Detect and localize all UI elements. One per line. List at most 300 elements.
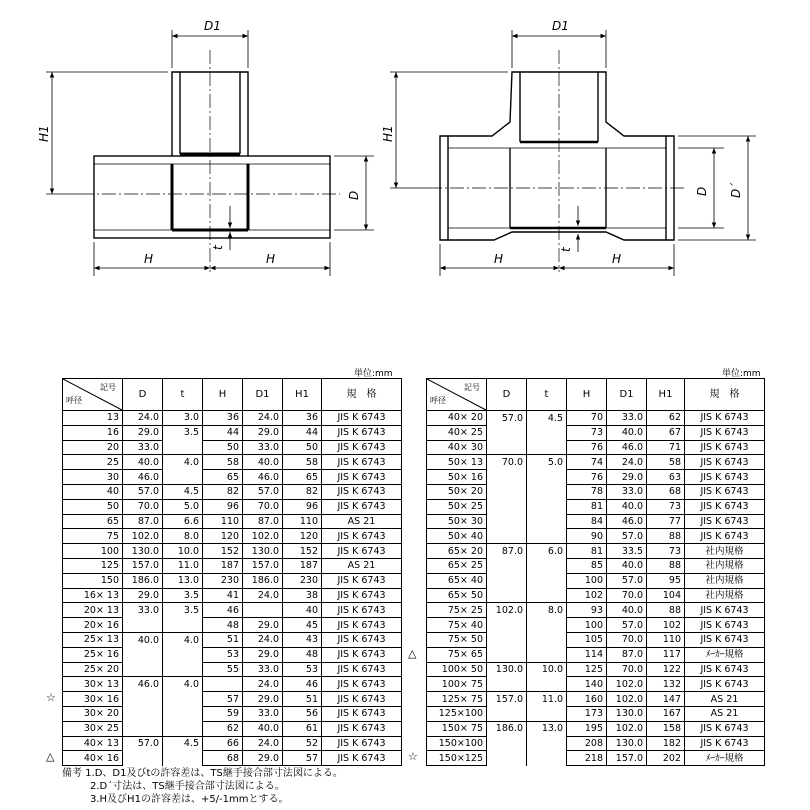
cell-h1: 88	[647, 603, 685, 618]
cell-h: 90	[567, 529, 607, 544]
cell-h: 100	[567, 618, 607, 633]
cell-d1: 102.0	[243, 529, 283, 544]
cell-h: 44	[203, 425, 243, 440]
cell-d: 24.0	[123, 411, 163, 426]
header-yobikei: 呼径	[430, 396, 446, 405]
cell-h1: 45	[283, 618, 322, 633]
cell-d1: 102.0	[607, 692, 647, 707]
table-row	[63, 470, 402, 485]
cell-d1: 46.0	[607, 440, 647, 455]
cell-d1: 33.0	[243, 440, 283, 455]
cell-size: 125×100	[427, 706, 487, 721]
cell-h: 173	[567, 706, 607, 721]
header-col-h1: H1	[647, 379, 685, 411]
header-col-t: t	[527, 379, 567, 411]
cell-d: 157.0	[487, 692, 527, 707]
cell-h1: 82	[283, 484, 322, 499]
cell-h: 110	[203, 514, 243, 529]
cell-h	[203, 677, 243, 692]
cell-t	[163, 470, 203, 485]
cell-std: JIS K 6743	[322, 721, 402, 736]
table-row	[63, 692, 402, 707]
cell-d	[487, 484, 527, 499]
dim-d1-label: D1	[204, 19, 221, 33]
cell-d	[487, 751, 527, 766]
cell-std: JIS K 6743	[685, 440, 765, 455]
cell-d1: 70.0	[243, 499, 283, 514]
cell-h: 68	[203, 751, 243, 766]
cell-d1: 33.0	[243, 706, 283, 721]
table-row	[427, 662, 765, 677]
cell-size: 65× 40	[427, 573, 487, 588]
cell-t	[163, 440, 203, 455]
cell-t	[527, 529, 567, 544]
cell-h: 81	[567, 544, 607, 559]
table-row	[63, 484, 402, 499]
cell-d1: 87.0	[607, 647, 647, 662]
cell-size: 20	[63, 440, 123, 455]
cell-d: 46.0	[123, 677, 163, 692]
cell-t	[527, 632, 567, 647]
cell-t: 3.5	[163, 603, 203, 618]
cell-h1: 88	[647, 558, 685, 573]
cell-d	[487, 588, 527, 603]
table-row	[427, 499, 765, 514]
cell-h: 114	[567, 647, 607, 662]
cell-t: 10.0	[163, 544, 203, 559]
cell-t	[163, 706, 203, 721]
cell-std: JIS K 6743	[685, 721, 765, 736]
table-row	[427, 411, 765, 426]
cell-d: 186.0	[487, 721, 527, 736]
cell-h: 82	[203, 484, 243, 499]
cell-d: 102.0	[487, 603, 527, 618]
cell-size: 25× 13	[63, 632, 123, 647]
cell-h: 93	[567, 603, 607, 618]
cell-d: 40.0	[123, 632, 163, 647]
cell-h: 53	[203, 647, 243, 662]
table-row	[427, 573, 765, 588]
cell-t: 4.0	[163, 677, 203, 692]
cell-d1: 57.0	[243, 484, 283, 499]
cell-d: 70.0	[487, 455, 527, 470]
header-col-h: H	[203, 379, 243, 411]
cell-d1: 24.0	[607, 455, 647, 470]
cell-h: 73	[567, 425, 607, 440]
cell-d1: 46.0	[243, 470, 283, 485]
table-row	[63, 736, 402, 751]
table-row	[63, 721, 402, 736]
cell-h1: 61	[283, 721, 322, 736]
cell-h1: 102	[647, 618, 685, 633]
cell-std: JIS K 6743	[322, 706, 402, 721]
cell-std: AS 21	[685, 706, 765, 721]
table-row	[63, 411, 402, 426]
cell-h1: 67	[647, 425, 685, 440]
cell-h: 62	[203, 721, 243, 736]
cell-size: 65× 25	[427, 558, 487, 573]
table-row	[63, 440, 402, 455]
table-row	[427, 736, 765, 751]
cell-d	[487, 425, 527, 440]
cell-std: JIS K 6743	[322, 692, 402, 707]
cell-h: 100	[567, 573, 607, 588]
cell-size: 75× 50	[427, 632, 487, 647]
cell-size: 40× 25	[427, 425, 487, 440]
table-row	[63, 558, 402, 573]
cell-size: 50× 13	[427, 455, 487, 470]
cell-h: 187	[203, 558, 243, 573]
table-row	[427, 529, 765, 544]
cell-size: 40× 20	[427, 411, 487, 426]
cell-d: 33.0	[123, 603, 163, 618]
cell-h: 76	[567, 470, 607, 485]
cell-size: 100× 50	[427, 662, 487, 677]
cell-size: 75× 65	[427, 647, 487, 662]
table-row	[427, 558, 765, 573]
cell-d	[487, 558, 527, 573]
note-2: 2.D´寸法は、TS継手接合部寸法図による。	[90, 781, 285, 792]
cell-h: 85	[567, 558, 607, 573]
dim-d-label: D	[695, 186, 709, 196]
cell-d1: 40.0	[607, 499, 647, 514]
cell-t	[527, 514, 567, 529]
cell-h: 57	[203, 692, 243, 707]
cell-d	[487, 632, 527, 647]
table-row	[63, 662, 402, 677]
cell-std: JIS K 6743	[322, 425, 402, 440]
cell-h: 58	[203, 455, 243, 470]
cell-size: 150×100	[427, 736, 487, 751]
cell-std: JIS K 6743	[685, 603, 765, 618]
cell-h: 46	[203, 603, 243, 618]
cell-d1: 186.0	[243, 573, 283, 588]
cell-d1: 33.5	[607, 544, 647, 559]
cell-d1: 40.0	[243, 455, 283, 470]
cell-d1: 33.0	[607, 484, 647, 499]
cell-h1: 230	[283, 573, 322, 588]
cell-t: 3.5	[163, 425, 203, 440]
cell-std: JIS K 6743	[685, 470, 765, 485]
cell-h1: 117	[647, 647, 685, 662]
cell-size: 20× 13	[63, 603, 123, 618]
cell-h1: 187	[283, 558, 322, 573]
table-row	[63, 573, 402, 588]
cell-h: 36	[203, 411, 243, 426]
cell-std: JIS K 6743	[322, 440, 402, 455]
header-col-h1: H1	[283, 379, 322, 411]
unit-label-right: 単位:mm	[722, 369, 761, 379]
cell-d	[487, 514, 527, 529]
header-col-d: D	[487, 379, 527, 411]
cell-h1: 51	[283, 692, 322, 707]
cell-size: 40× 13	[63, 736, 123, 751]
cell-t	[527, 440, 567, 455]
cell-t	[163, 647, 203, 662]
cell-d1	[243, 603, 283, 618]
cell-std: JIS K 6743	[322, 499, 402, 514]
cell-t: 4.5	[163, 484, 203, 499]
cell-std: JIS K 6743	[685, 677, 765, 692]
cell-t: 13.0	[163, 573, 203, 588]
cell-h1: 88	[647, 529, 685, 544]
cell-h1: 132	[647, 677, 685, 692]
cell-std: JIS K 6743	[322, 603, 402, 618]
table-row	[63, 706, 402, 721]
cell-h: 230	[203, 573, 243, 588]
cell-std: ﾒｰｶｰ規格	[685, 647, 765, 662]
cell-t	[163, 751, 203, 766]
cell-d: 57.0	[123, 736, 163, 751]
table-row	[427, 618, 765, 633]
cell-d1: 24.0	[243, 588, 283, 603]
triangle-mark-icon: △	[46, 750, 55, 763]
cell-size: 25× 16	[63, 647, 123, 662]
cell-t	[527, 470, 567, 485]
cell-d	[487, 440, 527, 455]
cell-t: 6.6	[163, 514, 203, 529]
cell-d1: 57.0	[607, 573, 647, 588]
cell-std: JIS K 6743	[322, 470, 402, 485]
table-row	[427, 632, 765, 647]
cell-d1: 70.0	[607, 588, 647, 603]
cell-d1: 24.0	[243, 736, 283, 751]
cell-d1: 33.0	[243, 662, 283, 677]
cell-size: 125× 75	[427, 692, 487, 707]
cell-d1: 87.0	[243, 514, 283, 529]
cell-std: JIS K 6743	[322, 618, 402, 633]
cell-h1: 71	[647, 440, 685, 455]
cell-std: 社内規格	[685, 573, 765, 588]
cell-d: 157.0	[123, 558, 163, 573]
cell-t: 4.5	[163, 736, 203, 751]
table-row	[427, 692, 765, 707]
table-row	[63, 425, 402, 440]
cell-h1: 50	[283, 440, 322, 455]
cell-std: 社内規格	[685, 558, 765, 573]
cell-h: 81	[567, 499, 607, 514]
cell-std: JIS K 6743	[322, 736, 402, 751]
table-row	[427, 484, 765, 499]
cell-h: 48	[203, 618, 243, 633]
cell-d	[487, 736, 527, 751]
cell-d: 46.0	[123, 470, 163, 485]
cell-d1: 29.0	[607, 470, 647, 485]
cell-h1: 110	[283, 514, 322, 529]
cell-std: JIS K 6743	[685, 514, 765, 529]
cell-h1: 68	[647, 484, 685, 499]
cell-size: 75× 40	[427, 618, 487, 633]
cell-h: 105	[567, 632, 607, 647]
cell-d1: 40.0	[607, 603, 647, 618]
table-row	[427, 544, 765, 559]
cell-d1: 29.0	[243, 751, 283, 766]
dim-h-right-label: H	[612, 252, 622, 266]
cell-d	[487, 647, 527, 662]
cell-t: 3.0	[163, 411, 203, 426]
header-col-t: t	[163, 379, 203, 411]
cell-size: 30× 25	[63, 721, 123, 736]
triangle-mark-icon: △	[408, 647, 417, 660]
cell-h: 120	[203, 529, 243, 544]
cell-size: 30× 16	[63, 692, 123, 707]
cell-d1: 130.0	[607, 706, 647, 721]
cell-d1: 40.0	[607, 558, 647, 573]
cell-d1: 130.0	[243, 544, 283, 559]
cell-h1: 52	[283, 736, 322, 751]
cell-size: 25× 20	[63, 662, 123, 677]
cell-h: 208	[567, 736, 607, 751]
cell-h: 70	[567, 411, 607, 426]
cell-h1: 48	[283, 647, 322, 662]
table-row	[427, 588, 765, 603]
table-row	[427, 677, 765, 692]
cell-d1: 40.0	[607, 425, 647, 440]
table-header-row	[63, 379, 402, 411]
header-col-standard: 規 格	[685, 379, 765, 411]
cell-d1: 102.0	[607, 677, 647, 692]
table-row	[63, 603, 402, 618]
table-row	[63, 544, 402, 559]
cell-d	[123, 706, 163, 721]
cell-h1: 44	[283, 425, 322, 440]
cell-h1: 57	[283, 751, 322, 766]
spec-table-left	[62, 378, 402, 766]
cell-size: 100× 75	[427, 677, 487, 692]
cell-h1: 40	[283, 603, 322, 618]
cell-size: 50× 30	[427, 514, 487, 529]
cell-std: JIS K 6743	[685, 529, 765, 544]
cell-h1: 65	[283, 470, 322, 485]
cell-size: 30	[63, 470, 123, 485]
cell-size: 65× 50	[427, 588, 487, 603]
table-row	[427, 706, 765, 721]
cell-size: 65	[63, 514, 123, 529]
header-col-d: D	[123, 379, 163, 411]
cell-d1: 102.0	[607, 721, 647, 736]
cell-size: 50× 16	[427, 470, 487, 485]
cell-std: AS 21	[685, 692, 765, 707]
header-diagonal-cell	[427, 379, 487, 411]
table-row	[63, 618, 402, 633]
cell-size: 75× 25	[427, 603, 487, 618]
cell-h: 50	[203, 440, 243, 455]
cell-d	[487, 706, 527, 721]
dim-h-left-label: H	[494, 252, 504, 266]
dim-h-right-label: H	[266, 252, 276, 266]
cell-t: 6.0	[527, 544, 567, 559]
table-row	[63, 514, 402, 529]
cell-d1: 24.0	[243, 677, 283, 692]
cell-d: 87.0	[487, 544, 527, 559]
cell-std: AS 21	[322, 514, 402, 529]
cell-h1: 46	[283, 677, 322, 692]
cell-std: ﾒｰｶｰ規格	[685, 751, 765, 766]
cell-size: 20× 16	[63, 618, 123, 633]
cell-d1: 57.0	[607, 618, 647, 633]
table-row	[63, 632, 402, 647]
cell-std: 社内規格	[685, 544, 765, 559]
cell-std: JIS K 6743	[322, 484, 402, 499]
cell-h1: 73	[647, 499, 685, 514]
cell-h1: 104	[647, 588, 685, 603]
cell-std: JIS K 6743	[322, 529, 402, 544]
cell-std: JIS K 6743	[685, 662, 765, 677]
cell-t: 11.0	[163, 558, 203, 573]
note-1: 備考 1.D、D1及びtの許容差は、TS継手接合部寸法図による。	[62, 768, 343, 779]
cell-std: JIS K 6743	[685, 411, 765, 426]
cell-size: 100	[63, 544, 123, 559]
cell-h: 59	[203, 706, 243, 721]
cell-d1: 57.0	[607, 529, 647, 544]
header-col-standard: 規 格	[322, 379, 402, 411]
cell-h: 140	[567, 677, 607, 692]
cell-h: 102	[567, 588, 607, 603]
cell-t	[527, 706, 567, 721]
cell-h: 218	[567, 751, 607, 766]
cell-size: 40	[63, 484, 123, 499]
cell-t	[527, 677, 567, 692]
cell-d: 57.0	[487, 411, 527, 426]
cell-t: 4.0	[163, 632, 203, 647]
cell-std: JIS K 6743	[322, 588, 402, 603]
cell-size: 40× 30	[427, 440, 487, 455]
cell-d	[123, 647, 163, 662]
cell-d	[487, 499, 527, 514]
cell-h: 65	[203, 470, 243, 485]
cell-std: JIS K 6743	[685, 736, 765, 751]
header-kigo: 記号	[464, 383, 480, 392]
cell-h: 66	[203, 736, 243, 751]
cell-t	[527, 484, 567, 499]
cell-d: 102.0	[123, 529, 163, 544]
cell-std: JIS K 6743	[322, 411, 402, 426]
cell-d: 70.0	[123, 499, 163, 514]
cell-size: 150	[63, 573, 123, 588]
cell-size: 75	[63, 529, 123, 544]
table-row	[63, 647, 402, 662]
cell-t: 5.0	[163, 499, 203, 514]
table-row	[63, 499, 402, 514]
cell-t	[527, 499, 567, 514]
table-row	[427, 470, 765, 485]
header-col-h: H	[567, 379, 607, 411]
cell-t: 8.0	[527, 603, 567, 618]
cell-h1: 43	[283, 632, 322, 647]
cell-d	[123, 721, 163, 736]
cell-h: 84	[567, 514, 607, 529]
cell-t: 11.0	[527, 692, 567, 707]
table-row	[427, 425, 765, 440]
cell-h1: 62	[647, 411, 685, 426]
cell-d: 130.0	[123, 544, 163, 559]
cell-h1: 158	[647, 721, 685, 736]
cell-size: 25	[63, 455, 123, 470]
header-col-d1: D1	[243, 379, 283, 411]
cell-std: JIS K 6743	[322, 632, 402, 647]
cell-d: 87.0	[123, 514, 163, 529]
cell-h: 96	[203, 499, 243, 514]
cell-d1: 157.0	[607, 751, 647, 766]
cell-std: JIS K 6743	[322, 662, 402, 677]
cell-h: 41	[203, 588, 243, 603]
cell-d: 33.0	[123, 440, 163, 455]
header-col-d1: D1	[607, 379, 647, 411]
cell-d1: 33.0	[607, 411, 647, 426]
cell-d	[487, 618, 527, 633]
cell-h: 76	[567, 440, 607, 455]
cell-d: 29.0	[123, 588, 163, 603]
